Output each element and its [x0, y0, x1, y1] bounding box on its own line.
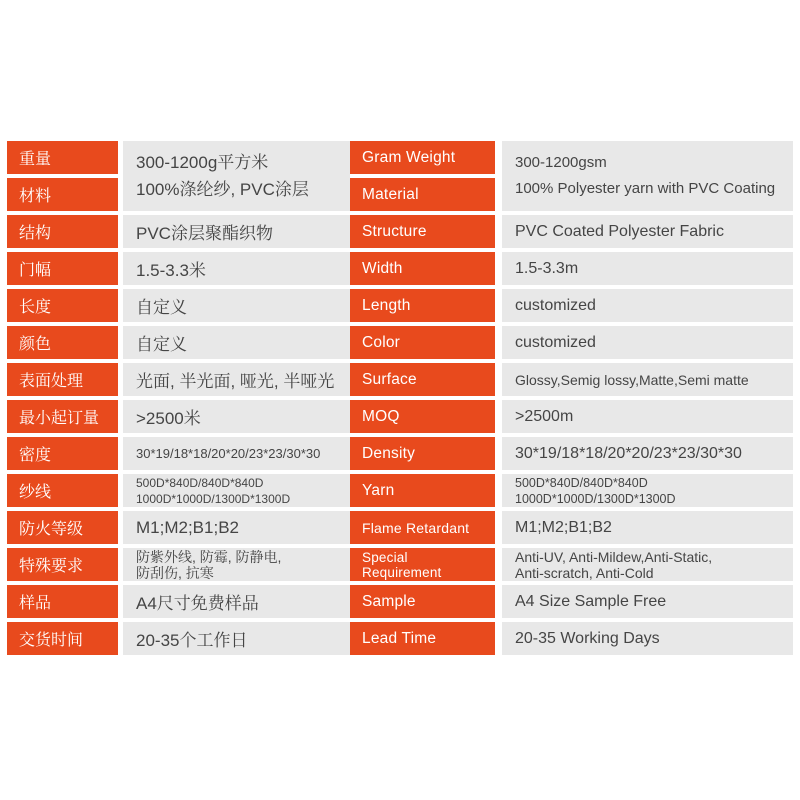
label-cell-flame-retardant — [350, 511, 495, 544]
label-text: 交货时间 — [19, 632, 84, 649]
value-line: 20-35 Working Days — [515, 629, 660, 647]
label-text: 结构 — [19, 225, 52, 242]
value-cell-yarn-cn — [123, 474, 350, 507]
label-cell-weight-cn — [7, 141, 118, 174]
label-text: Density — [362, 444, 416, 462]
label-cell-structure — [350, 215, 495, 248]
label-cell-density-cn — [7, 437, 118, 470]
label-text: Surface — [362, 370, 417, 388]
label-cell-surface — [350, 363, 495, 396]
value-line: 自定义 — [136, 298, 187, 317]
value-cell-color-cn — [123, 326, 350, 359]
label-text: 重量 — [19, 151, 52, 168]
value-line: M1;M2;B1;B2 — [136, 517, 239, 537]
value-line: 20-35个工作日 — [136, 631, 248, 650]
label-cell-material — [350, 178, 495, 211]
label-text: Requirement — [362, 564, 442, 580]
label-cell-density — [350, 437, 495, 470]
label-cell-leadtime-cn — [7, 622, 118, 655]
label-cell-special-cn — [7, 548, 118, 581]
label-cell-width — [350, 252, 495, 285]
label-text: 长度 — [19, 299, 52, 316]
label-cell-yarn — [350, 474, 495, 507]
value-line: Glossy,Semig lossy,Matte,Semi matte — [515, 371, 749, 388]
label-text: Structure — [362, 222, 427, 240]
label-cell-sample — [350, 585, 495, 618]
value-cell-structure-cn — [123, 215, 350, 248]
value-line: 30*19/18*18/20*20/23*23/30*30 — [515, 444, 742, 462]
value-line: 防紫外线, 防霉, 防静电, — [136, 548, 282, 565]
value-line: 1.5-3.3米 — [136, 261, 206, 280]
label-cell-structure-cn — [7, 215, 118, 248]
label-cell-sample-cn — [7, 585, 118, 618]
label-text: Gram Weight — [362, 148, 456, 166]
value-cell-leadtime-cn — [123, 622, 350, 655]
value-line: A4尺寸免费样品 — [136, 594, 259, 613]
label-cell-width-cn — [7, 252, 118, 285]
label-text: Lead Time — [362, 629, 437, 647]
label-cell-moq-cn — [7, 400, 118, 433]
label-text: Material — [362, 185, 419, 203]
value-cell-special-cn — [123, 548, 350, 581]
label-cell-length — [350, 289, 495, 322]
value-cell-density-cn — [123, 437, 350, 470]
label-text: 最小起订量 — [19, 410, 100, 427]
value-line: customized — [515, 333, 596, 351]
value-cell-flame-retardant — [502, 511, 793, 544]
value-cell-lead-time — [502, 622, 793, 655]
label-text: Special — [362, 549, 408, 565]
value-line: M1;M2;B1;B2 — [515, 518, 612, 536]
label-text: 密度 — [19, 447, 52, 464]
value-cell-sample — [502, 585, 793, 618]
label-text: 样品 — [19, 595, 52, 612]
value-cell-structure — [502, 215, 793, 248]
value-line: 1000D*1000D/1300D*1300D — [515, 491, 676, 506]
label-text: 防火等级 — [19, 521, 84, 538]
value-cell-length-cn — [123, 289, 350, 322]
value-cell-color — [502, 326, 793, 359]
label-text: MOQ — [362, 407, 400, 425]
value-line: 500D*840D/840D*840D — [515, 475, 648, 490]
value-line: 300-1200g平方米 — [136, 153, 269, 172]
label-text: Length — [362, 296, 411, 314]
label-cell-color-cn — [7, 326, 118, 359]
value-cell-width — [502, 252, 793, 285]
label-cell-material-cn — [7, 178, 118, 211]
value-line: 30*19/18*18/20*20/23*23/30*30 — [136, 446, 321, 461]
value-line: 100% Polyester yarn with PVC Coating — [515, 180, 776, 197]
value-cell-density — [502, 437, 793, 470]
label-text: 表面处理 — [19, 373, 84, 390]
label-cell-length-cn — [7, 289, 118, 322]
label-text: Flame Retardant — [362, 519, 470, 536]
spec-table-chinese — [7, 141, 350, 655]
value-line: 1000D*1000D/1300D*1300D — [136, 491, 291, 506]
value-line: >2500米 — [136, 409, 201, 428]
value-line: 防刮伤, 抗寒 — [136, 564, 214, 581]
value-line: >2500m — [515, 407, 574, 425]
label-cell-surface-cn — [7, 363, 118, 396]
value-cell-weight-material-cn — [123, 141, 350, 211]
value-cell-sample-cn — [123, 585, 350, 618]
value-line: A4 Size Sample Free — [515, 592, 667, 610]
label-text: Width — [362, 259, 403, 277]
value-cell-width-cn — [123, 252, 350, 285]
spec-table-english — [350, 141, 793, 655]
label-cell-yarn-cn — [7, 474, 118, 507]
value-cell-yarn — [502, 474, 793, 507]
value-line: PVC涂层聚酯织物 — [136, 224, 273, 243]
label-text: 门幅 — [19, 262, 52, 279]
value-cell-gram-weight-material — [502, 141, 793, 211]
value-line: Anti-scratch, Anti-Cold — [515, 564, 654, 581]
value-cell-flame-cn — [123, 511, 350, 544]
value-cell-surface-cn — [123, 363, 350, 396]
value-cell-special-requirement — [502, 548, 793, 581]
value-line: 300-1200gsm — [515, 154, 607, 171]
label-text: Yarn — [362, 481, 395, 499]
label-cell-flame-cn — [7, 511, 118, 544]
value-line: Anti-UV, Anti-Mildew,Anti-Static, — [515, 548, 713, 565]
value-line: 500D*840D/840D*840D — [136, 475, 264, 490]
value-cell-moq — [502, 400, 793, 433]
label-cell-lead-time — [350, 622, 495, 655]
label-cell-special-requirement — [350, 548, 495, 581]
label-text: 材料 — [19, 188, 52, 205]
label-cell-color — [350, 326, 495, 359]
value-line: 100%涤纶纱, PVC涂层 — [136, 180, 309, 199]
label-text: 特殊要求 — [19, 558, 84, 575]
label-cell-gram-weight — [350, 141, 495, 174]
label-text: Sample — [362, 592, 416, 610]
value-cell-moq-cn — [123, 400, 350, 433]
value-line: customized — [515, 296, 596, 314]
value-cell-length — [502, 289, 793, 322]
label-cell-moq — [350, 400, 495, 433]
label-text: 纱线 — [19, 484, 52, 501]
product-spec-tables — [7, 141, 793, 655]
label-text: Color — [362, 333, 401, 351]
value-line: 光面, 半光面, 哑光, 半哑光 — [136, 372, 335, 391]
value-cell-surface — [502, 363, 793, 396]
value-line: 自定义 — [136, 335, 187, 354]
label-text: 颜色 — [19, 336, 52, 353]
value-line: 1.5-3.3m — [515, 259, 579, 277]
value-line: PVC Coated Polyester Fabric — [515, 222, 724, 240]
